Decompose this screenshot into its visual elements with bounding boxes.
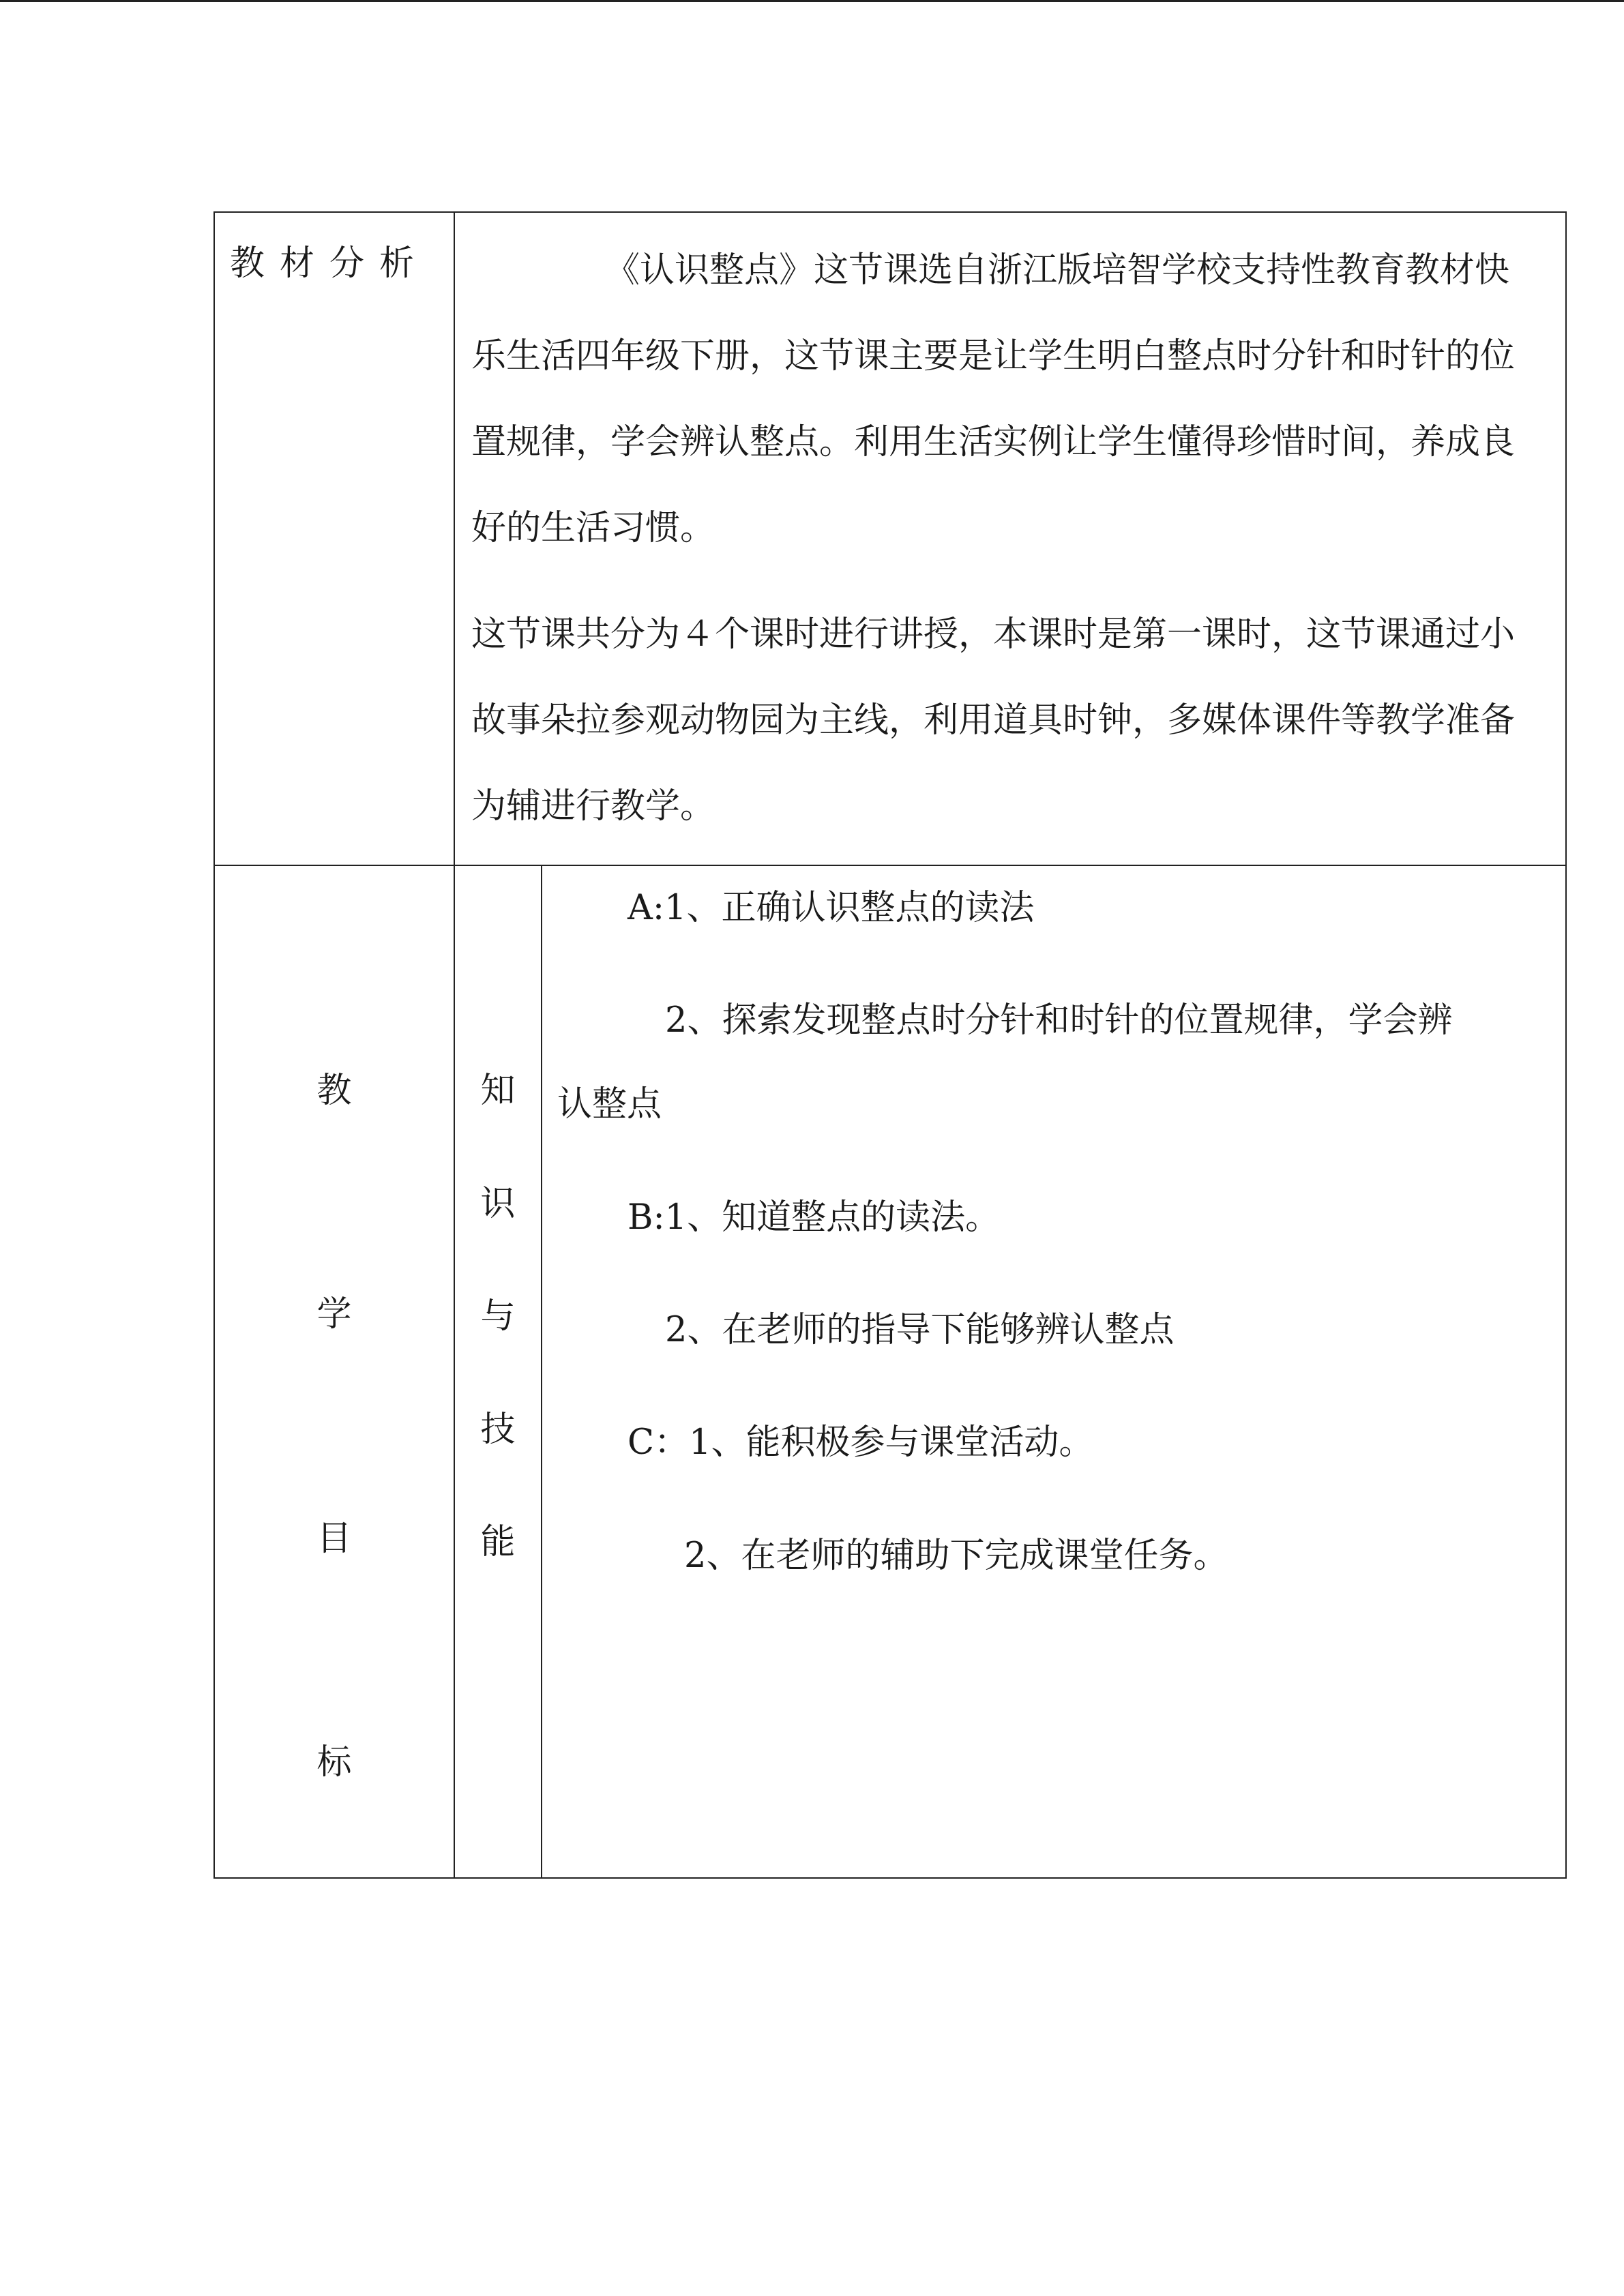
goal-line: C：1、能积极参与课堂活动。 (628, 1422, 1094, 1463)
knowledge-skills-label (454, 865, 542, 1878)
lesson-plan-table (213, 211, 1567, 1879)
teaching-goals-label-char: 目 (316, 1519, 352, 1559)
teaching-goals-label-char: 教 (316, 1071, 352, 1111)
teaching-goals-content (542, 865, 1566, 1878)
material-analysis-label: 教材分析 (214, 212, 454, 865)
analysis-paragraph-1: 《认识整点》这节课选自浙江版培智学校支持性教育教材快乐生活四年级下册，这节课主要是让学生明白整点时分针和时针的位置规律，学会辨认整点。利用生活实例让学生懂得珍惜时间，养成良好的生活习惯。 (471, 250, 1516, 548)
knowledge-skills-label-char: 技 (480, 1410, 516, 1450)
material-analysis-content (454, 212, 1566, 865)
goal-line: 认整点 (557, 1084, 662, 1124)
teaching-goals-row (214, 865, 1566, 1878)
goal-line: 2、在老师的辅助下完成课堂任务。 (684, 1536, 1228, 1576)
goal-line: 2、在老师的指导下能够辨认整点 (665, 1310, 1175, 1350)
teaching-goals-label (214, 865, 454, 1878)
page-top-border (0, 0, 1624, 2)
goal-line: B:1、知道整点的读法。 (628, 1197, 1001, 1238)
knowledge-skills-label-char: 识 (480, 1184, 516, 1224)
teaching-goals-label-char: 学 (316, 1294, 352, 1335)
knowledge-skills-label-char: 与 (480, 1296, 516, 1337)
material-analysis-row (214, 212, 1566, 865)
knowledge-skills-label-char: 能 (480, 1522, 516, 1562)
knowledge-skills-label-char: 知 (480, 1071, 516, 1111)
goal-line: 2、探索发现整点时分针和时针的位置规律，学会辨 (665, 1000, 1453, 1041)
analysis-paragraph-2: 这节课共分为４个课时进行讲授，本课时是第一课时，这节课通过小故事朵拉参观动物园为主线，利用道具时钟，多媒体课件等教学准备为辅进行教学。 (471, 614, 1516, 826)
teaching-goals-label-char: 标 (316, 1742, 352, 1783)
goal-line: A:1、正确认识整点的读法 (628, 888, 1035, 928)
